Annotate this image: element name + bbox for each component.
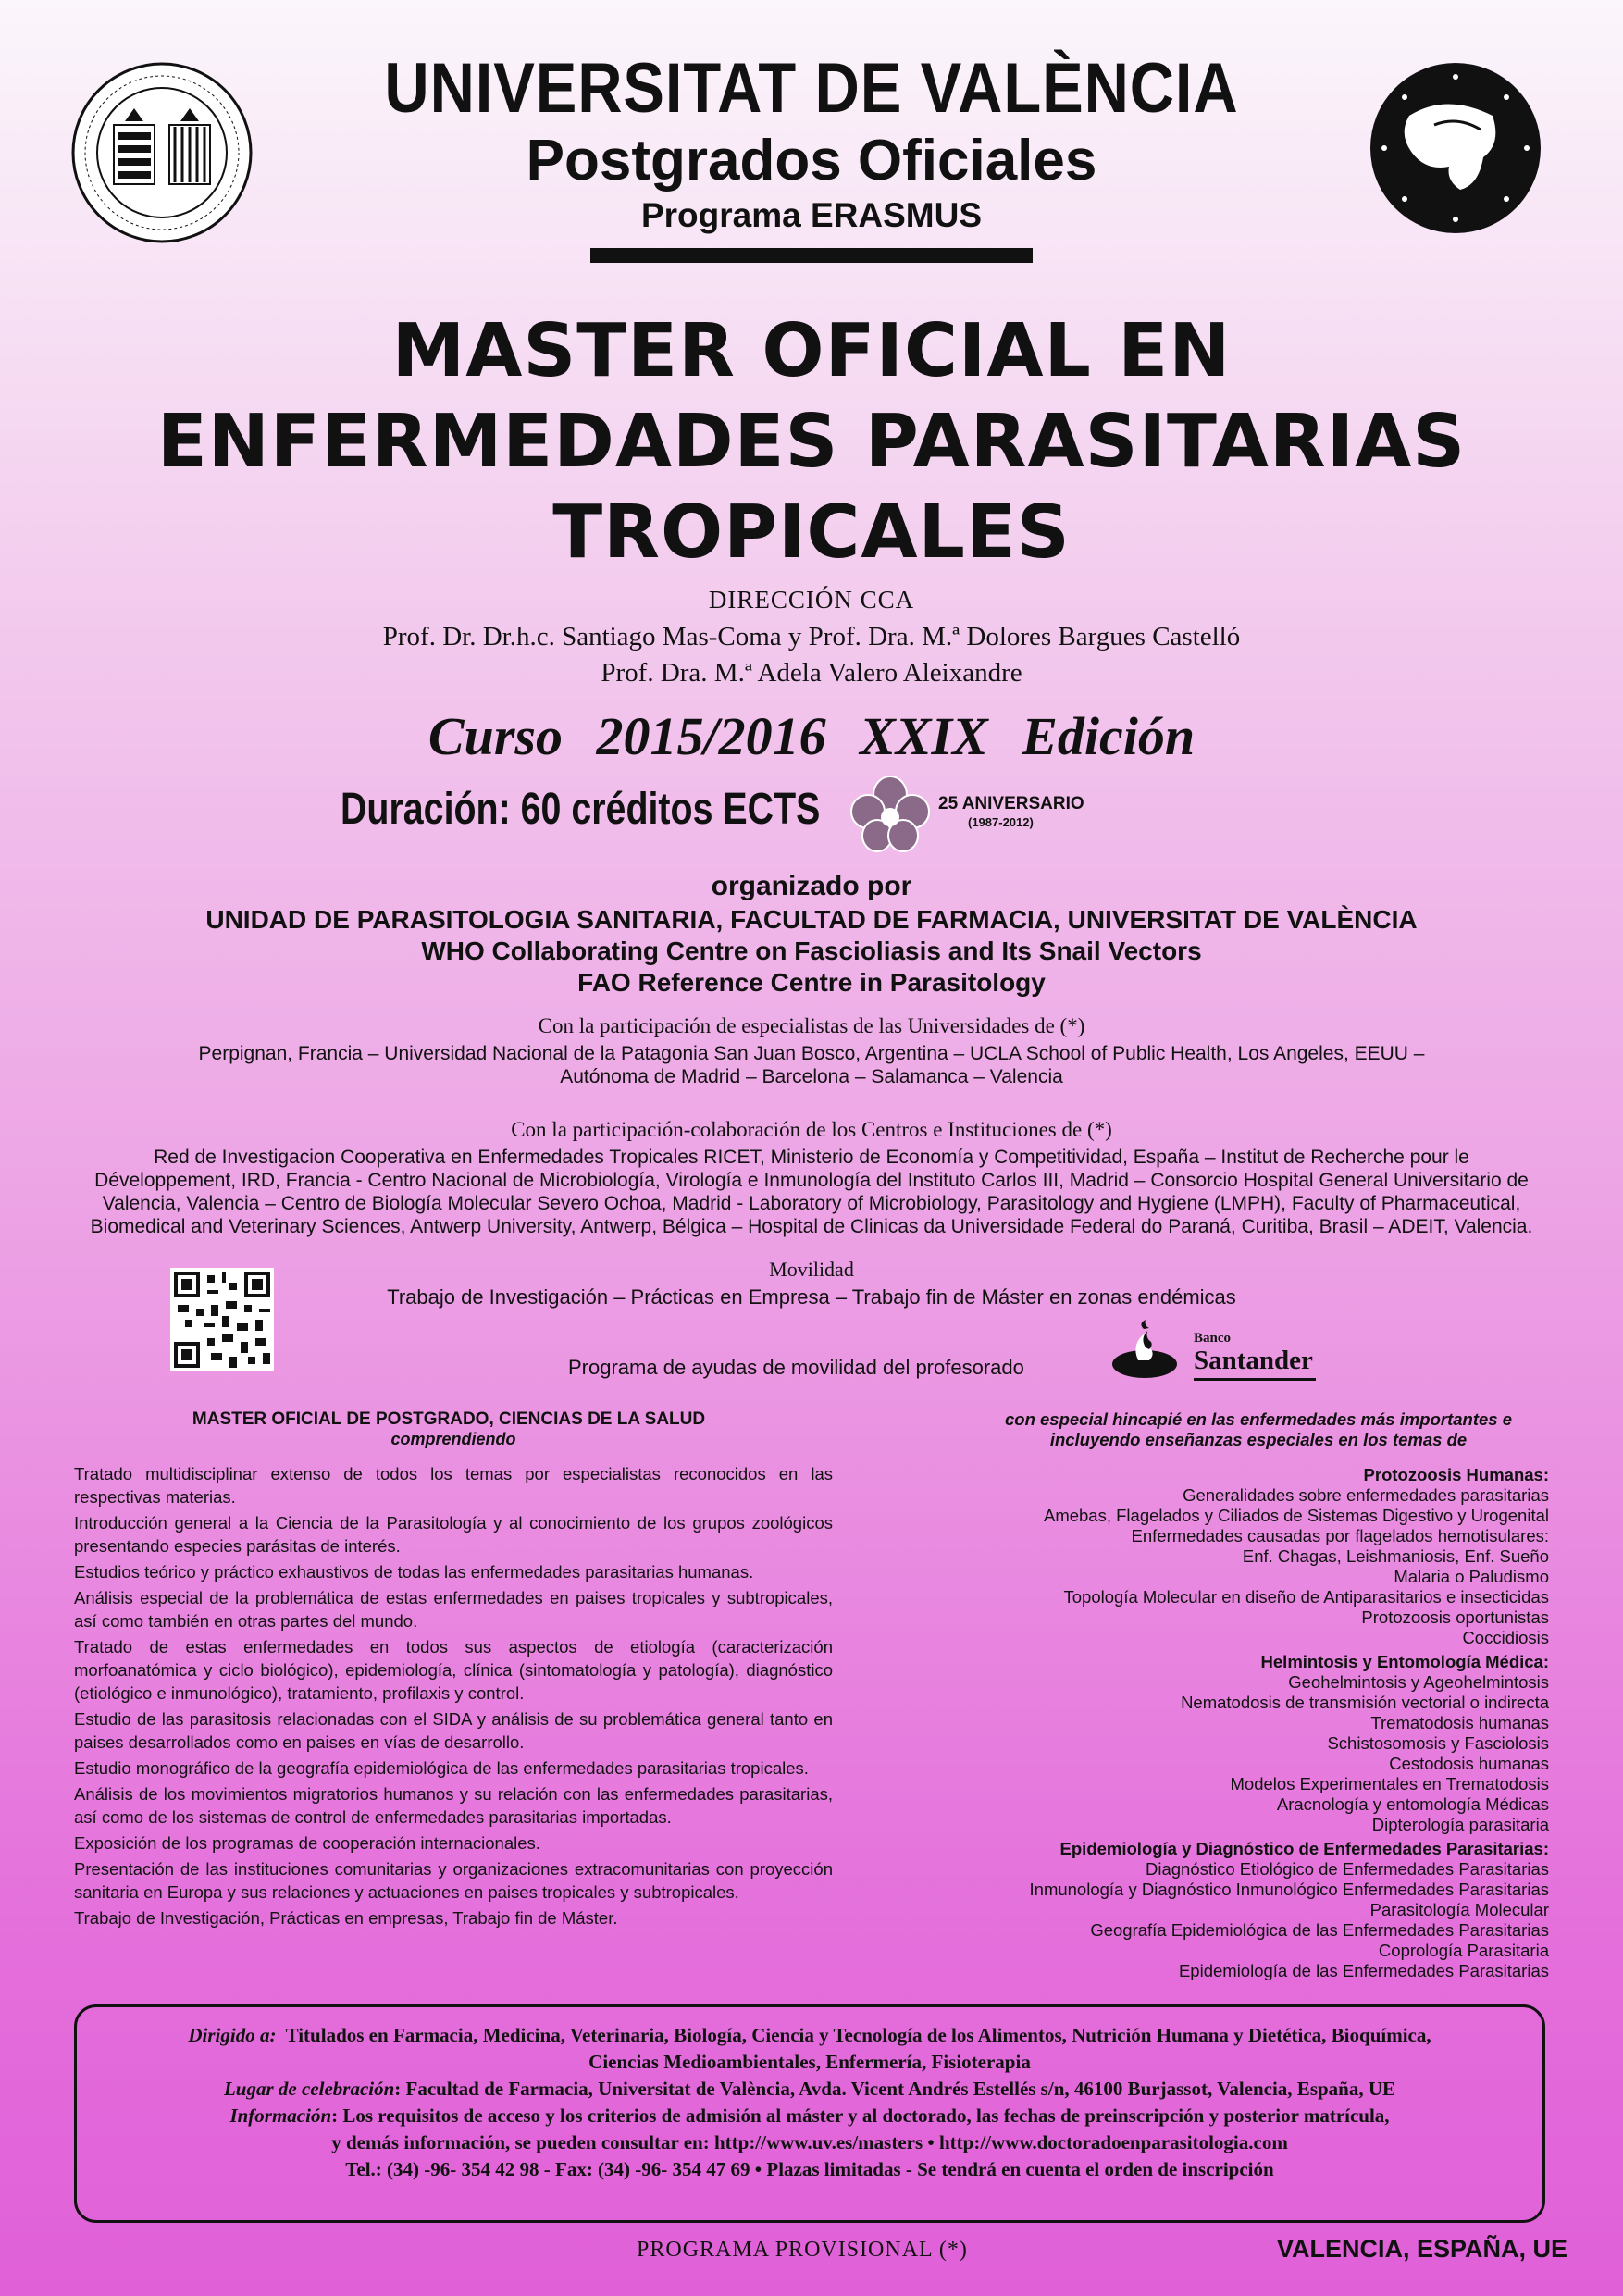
information-text: : Los requisitos de acceso y los criterios de admisión al máster y al doctorado, las fechas de preinscripción y posterior matrícula, <box>331 2104 1390 2127</box>
sponsor-banco-label: Banco <box>1194 1331 1232 1346</box>
topic-section-heading: Helmintosis y Entomología Médica: <box>1260 1652 1549 1671</box>
list-item: Análisis de los movimientos migratorios humanos y su relación con las enfermedades parasitarias, así como de los sistemas de control de enfermedades parasitarias importadas. <box>74 1784 833 1827</box>
topic-item: Enf. Chagas, Leishmaniosis, Enf. Sueño <box>1242 1546 1549 1566</box>
topic-item: Geohelmintosis y Ageohelmintosis <box>1288 1672 1549 1692</box>
topic-item: Cestodosis humanas <box>1389 1754 1549 1773</box>
topic-section-heading: Epidemiología y Diagnóstico de Enfermedades Parasitarias: <box>1059 1839 1549 1858</box>
list-item: Tratado multidisciplinar extenso de todos los temas por especialistas reconocidos en las respectivas materias. <box>74 1464 833 1507</box>
information-links[interactable]: y demás información, se pueden consultar en: http://www.uv.es/masters • http://www.doctoradoenparasitologia.com <box>331 2131 1288 2153</box>
target-audience-cont: Ciencias Medioambientales, Enfermería, Fisioterapia <box>588 2051 1031 2073</box>
organizer-line-2: WHO Collaborating Centre on Fascioliasis and Its Snail Vectors <box>421 937 1202 965</box>
list-item: Exposición de los programas de cooperación internacionales. <box>74 1833 540 1853</box>
universities-heading: Con la participación de especialistas de las Universidades de (*) <box>538 1014 1085 1037</box>
topic-item: Aracnología y entomología Médicas <box>1276 1794 1549 1814</box>
organized-label: organizado por <box>711 871 912 901</box>
topic-item: Coprología Parasitaria <box>1378 1941 1549 1960</box>
footer-provisional: PROGRAMA PROVISIONAL (*) <box>637 2238 968 2262</box>
santander-flame-icon <box>1110 1320 1179 1379</box>
topics-column <box>990 1409 1549 1981</box>
organizer-line-3: FAO Reference Centre in Parasitology <box>577 968 1046 997</box>
directors-line-1: Prof. Dr. Dr.h.c. Santiago Mas-Coma y Prof. Dra. M.ª Dolores Bargues Castelló <box>382 622 1241 652</box>
information-label: Información <box>229 2104 332 2127</box>
direction-label: DIRECCIÓN CCA <box>708 586 915 614</box>
topics-intro-line-2: incluyendo enseñanzas especiales en los temas de <box>1049 1430 1468 1449</box>
mobility-grants: Programa de ayudas de movilidad del profesorado <box>568 1356 1024 1379</box>
directors-line-2: Prof. Dra. M.ª Adela Valero Aleixandre <box>601 658 1022 688</box>
list-item: Análisis especial de la problemática de estas enfermedades en paises tropicales y subtropicales, así como también en otras partes del mundo. <box>74 1588 833 1631</box>
topic-item: Geografía Epidemiológica de las Enfermedades Parasitarias <box>1090 1920 1549 1940</box>
program-label: Programa ERASMUS <box>640 196 983 234</box>
program-contents-subtitle: comprendiendo <box>390 1430 516 1448</box>
universities-list: Perpignan, Francia – Universidad Nacional de la Patagonia San Juan Bosco, Argentina – UCLA School of Public Health, Los Angeles, EEUU – Autónoma de Madrid – Barcelona – Salamanca – Valencia <box>198 1043 1425 1087</box>
postgrad-title: Postgrados Oficiales <box>526 129 1097 192</box>
topic-item: Protozoosis oportunistas <box>1361 1607 1549 1627</box>
topic-item: Epidemiología de las Enfermedades Parasitarias <box>1178 1961 1549 1980</box>
topic-item: Topología Molecular en diseño de Antiparasitarios e insecticidas <box>1063 1587 1549 1607</box>
topics-intro <box>962 1409 1555 1450</box>
target-audience-label: Dirigido a: <box>188 2024 277 2046</box>
target-audience-text: Titulados en Farmacia, Medicina, Veterinaria, Biología, Ciencia y Tecnología de los Alimentos, Nutrición Humana y Dietética, Bioquímica, <box>285 2024 1431 2046</box>
target-audience <box>92 2022 1528 2049</box>
mobility-heading: Movilidad <box>769 1258 854 1281</box>
university-name: UNIVERSITAT DE VALÈNCIA <box>384 49 1239 128</box>
topic-item: Amebas, Flagelados y Ciliados de Sistemas Digestivo y Urogenital <box>1043 1506 1549 1525</box>
topic-item: Generalidades sobre enfermedades parasitarias <box>1183 1485 1549 1505</box>
topic-item: Modelos Experimentales en Trematodosis <box>1230 1774 1549 1793</box>
main-title-line-2: ENFERMEDADES PARASITARIAS <box>156 399 1467 484</box>
anniversary-years: (1987-2012) <box>968 815 1034 829</box>
program-contents-title: MASTER OFICIAL DE POSTGRADO, CIENCIAS DE LA SALUD <box>192 1409 706 1429</box>
contact-phone: Tel.: (34) -96- 354 42 98 - Fax: (34) -96- 354 47 69 • Plazas limitadas - Se tendrá en cuenta el orden de inscripción <box>345 2158 1274 2180</box>
list-item: Presentación de las instituciones comunitarias y organizaciones extracomunitarias con proyección sanitaria en Europa y sus relaciones y actuaciones en paises tropicales y subtropicales. <box>74 1859 833 1902</box>
information <box>92 2103 1528 2129</box>
topic-item: Malaria o Paludismo <box>1394 1567 1549 1586</box>
topic-item: Parasitología Molecular <box>1369 1900 1549 1919</box>
list-item: Introducción general a la Ciencia de la Parasitología y al conocimiento de los grupos zoológicos presentando especies parásitas de interés. <box>74 1513 833 1556</box>
topic-item: Schistosomosis y Fasciolosis <box>1327 1733 1549 1753</box>
anniversary-title: 25 ANIVERSARIO <box>938 794 1084 813</box>
mobility-text: Trabajo de Investigación – Prácticas en Empresa – Trabajo fin de Máster en zonas endémicas <box>387 1285 1236 1309</box>
list-item: Estudios teórico y práctico exhaustivos de todas las enfermedades parasitarias humanas. <box>74 1562 754 1582</box>
sponsor-underline <box>1194 1378 1316 1381</box>
organizer-line-1: UNIDAD DE PARASITOLOGIA SANITARIA, FACULTAD DE FARMACIA, UNIVERSITAT DE VALÈNCIA <box>205 905 1418 934</box>
list-item: Trabajo de Investigación, Prácticas en empresas, Trabajo fin de Máster. <box>74 1908 618 1928</box>
venue <box>92 2076 1528 2103</box>
footer-location: VALENCIA, ESPAÑA, UE <box>1277 2235 1568 2263</box>
institutions-heading: Con la participación-colaboración de los Centros e Instituciones de (*) <box>511 1118 1112 1141</box>
topic-item: Diagnóstico Etiológico de Enfermedades Parasitarias <box>1145 1859 1549 1879</box>
topic-section-heading: Protozoosis Humanas: <box>1363 1465 1549 1484</box>
list-item: Tratado de estas enfermedades en todos sus aspectos de etiología (caracterización morfoanatómica y ciclo biológico), epidemiología, clínica (sintomatología y patología), diagnóstico (etiológico e inmunológico), tratamiento, profilaxis y control. <box>74 1637 833 1703</box>
topic-item: Enfermedades causadas por flagelados hemotisulares: <box>1131 1526 1549 1545</box>
topic-item: Coccidiosis <box>1462 1628 1549 1647</box>
topic-item: Inmunología y Diagnóstico Inmunológico Enfermedades Parasitarias <box>1029 1880 1549 1899</box>
topic-item: Dipterología parasitaria <box>1371 1815 1549 1834</box>
program-contents-column <box>74 1409 833 1932</box>
sponsor-name: Santander <box>1194 1346 1313 1375</box>
info-box <box>74 2004 1545 2223</box>
venue-label: Lugar de celebración <box>223 2078 395 2100</box>
course-edition: Curso 2015/2016 XXIX Edición <box>427 706 1196 766</box>
anniversary-flower-icon <box>848 773 933 854</box>
main-title-line-1: MASTER OFICIAL EN <box>391 308 1232 393</box>
list-item: Estudio monográfico de la geografía epidemiológica de las enfermedades parasitarias tropicales. <box>74 1758 809 1778</box>
qr-code[interactable] <box>170 1268 274 1371</box>
venue-text: : Facultad de Farmacia, Universitat de València, Avda. Vicent Andrés Estellés s/n, 46100 Burjassot, Valencia, España, UE <box>394 2078 1396 2100</box>
main-title-line-3: TROPICALES <box>552 490 1071 575</box>
topics-intro-line-1: con especial hincapié en las enfermedades más importantes e <box>1004 1409 1513 1429</box>
topic-item: Nematodosis de transmisión vectorial o indirecta <box>1181 1693 1549 1712</box>
institutions-list: Red de Investigacion Cooperativa en Enfermedades Tropicales RICET, Ministerio de Economía y Competitividad, España – Institut de Recherche pour le Développement, IRD, Francia - Centro Nacional de Microbiología, Virología e Inmunología del Instituto Carlos III, Madrid – Consorcio Hospital General Universitario de Valencia, Valencia – Centro de Biología Molecular Severo Ochoa, Madrid - Laboratory of Microbiology, Parasitology and Hygiene (LMPH), Faculty of Pharmaceutical, Biomedical and Veterinary Sciences, Antwerp University, Antwerp, Bélgica – Hospital de Clinicas da Universidade Federal do Paraná, Curitiba, Brasil – ADEIT, Valencia. <box>90 1147 1533 1237</box>
duration-credits: Duración: 60 créditos ECTS <box>341 785 821 834</box>
topic-item: Trematodosis humanas <box>1370 1713 1549 1732</box>
list-item: Estudio de las parasitosis relacionadas con el SIDA y análisis de su problemática general tanto en paises desarrollados como en paises en vías de desarrollo. <box>74 1709 833 1752</box>
header-divider <box>590 248 1033 263</box>
